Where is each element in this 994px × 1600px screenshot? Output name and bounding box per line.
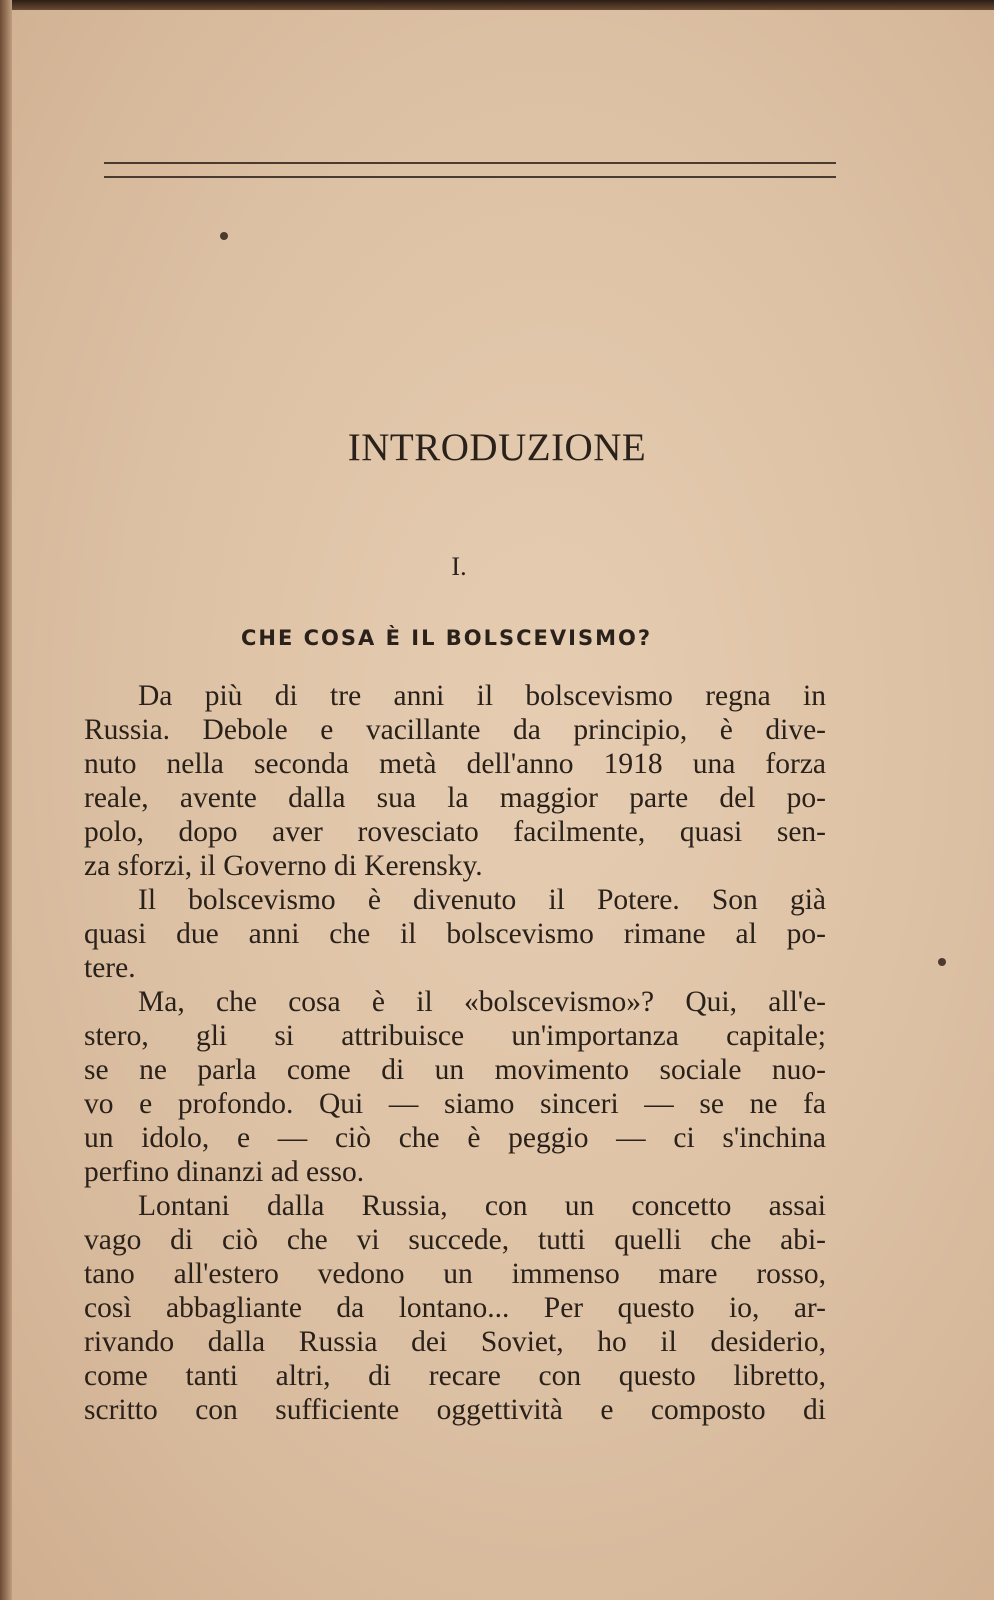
- section-number: I.: [451, 552, 467, 581]
- text-line: za sforzi, il Governo di Kerensky.: [84, 850, 483, 882]
- text-line: reale, avente dalla sua la maggior parte del po-: [84, 782, 826, 814]
- text-line: polo, dopo aver rovesciato facilmente, quasi sen-: [84, 816, 826, 848]
- header-rule-top: [104, 162, 836, 164]
- header-rule-bottom: [104, 176, 836, 178]
- text-line: un idolo, e — ciò che è peggio — ci s'inchina: [84, 1122, 826, 1154]
- text-line: come tanti altri, di recare con questo libretto,: [84, 1360, 826, 1392]
- text-line: Ma, che cosa è il «bolscevismo»? Qui, all'e-: [138, 986, 826, 1018]
- text-line: quasi due anni che il bolscevismo rimane al po-: [84, 918, 826, 950]
- text-line: tere.: [84, 952, 136, 984]
- text-line: Il bolscevismo è divenuto il Potere. Son già: [138, 884, 826, 916]
- section-title: CHE COSA È IL BOLSCEVISMO?: [241, 626, 652, 650]
- text-line: scritto con sufficiente oggettività e composto di: [84, 1394, 826, 1426]
- text-line: tano all'estero vedono un immenso mare rosso,: [84, 1258, 826, 1290]
- page-top-edge: [0, 0, 994, 10]
- text-line: così abbagliante da lontano... Per questo io, ar-: [84, 1292, 826, 1324]
- text-line: Lontani dalla Russia, con un concetto assai: [138, 1190, 826, 1222]
- text-line: Russia. Debole e vacillante da principio, è dive-: [84, 714, 826, 746]
- text-line: rivando dalla Russia dei Soviet, ho il desiderio,: [84, 1326, 826, 1358]
- paper-speck: [220, 232, 228, 240]
- text-line: vago di ciò che vi succede, tutti quelli che abi-: [84, 1224, 826, 1256]
- text-line: se ne parla come di un movimento sociale nuo-: [84, 1054, 826, 1086]
- page-binding-edge: [0, 0, 12, 1600]
- text-line: vo e profondo. Qui — siamo sinceri — se ne fa: [84, 1088, 826, 1120]
- chapter-title: INTRODUZIONE: [347, 426, 647, 469]
- text-line: stero, gli si attribuisce un'importanza capitale;: [84, 1020, 826, 1052]
- text-line: nuto nella seconda metà dell'anno 1918 una forza: [84, 748, 826, 780]
- paper-speck: [938, 958, 946, 966]
- text-line: perfino dinanzi ad esso.: [84, 1156, 365, 1188]
- text-line: Da più di tre anni il bolscevismo regna in: [138, 680, 826, 712]
